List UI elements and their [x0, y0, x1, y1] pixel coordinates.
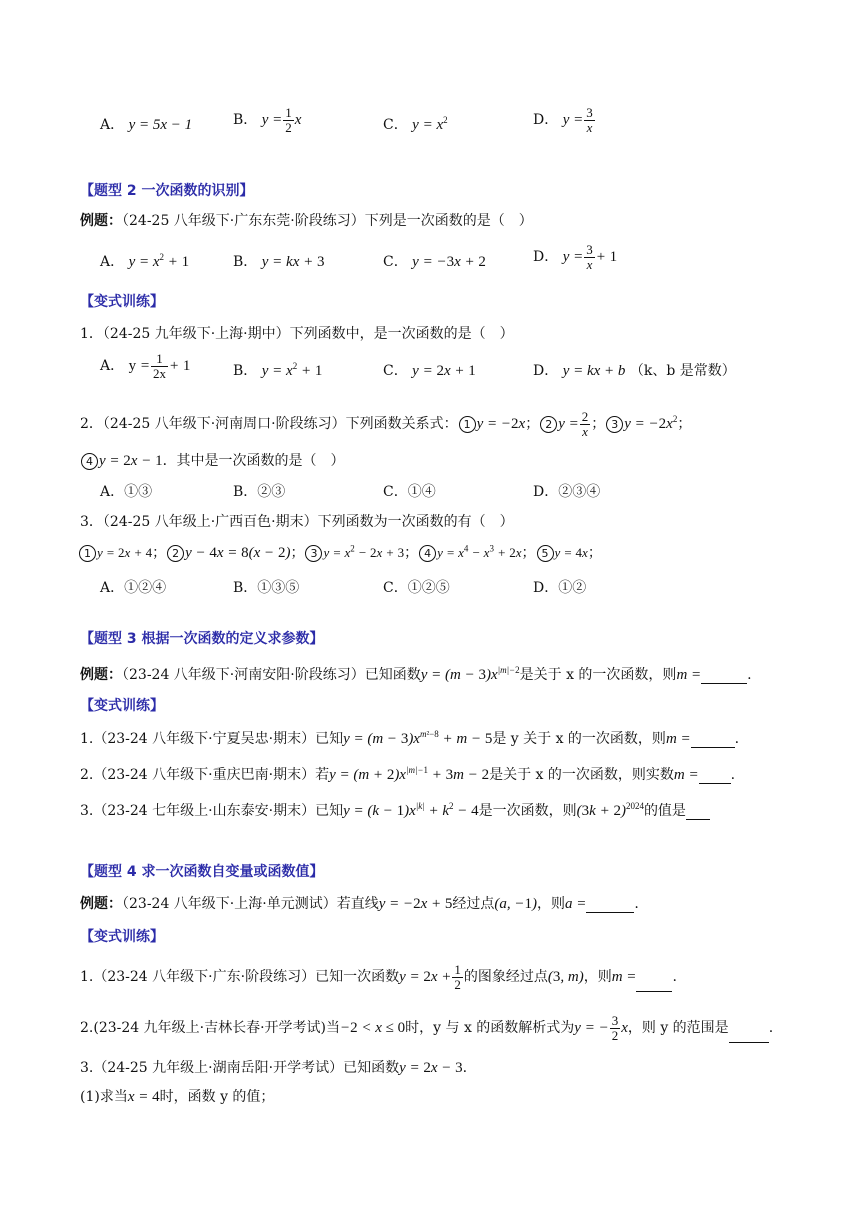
math-expr: m = — [665, 731, 691, 747]
answer-blank — [636, 991, 672, 992]
math-expr: (3, m) — [547, 968, 584, 985]
top-option-a — [100, 114, 192, 134]
example-text: （24-25 八年级下·广东东莞·阶段练习）下列是一次函数的是（ ） — [122, 213, 533, 229]
circle-num-2: 2 — [167, 545, 184, 562]
question-text: 是关于 x 的一次函数，则实数 — [489, 767, 674, 783]
math-expr: y = 5x − 1 — [128, 117, 193, 133]
math-expr: $y = x^2 - 2x + 3$ — [323, 543, 405, 560]
s2-q2-option-b: B．②③ — [233, 484, 286, 500]
example-text: 是关于 x 的一次函数，则 — [519, 667, 677, 683]
math-expr: y = −3x + 2 — [412, 254, 486, 270]
example-label: 例题： — [80, 213, 122, 229]
math-expr: $y = x^2$ — [412, 115, 448, 133]
s2-q2-line1: 2．（24-25 八年级下·河南周口·阶段练习）下列函数关系式： 1 y = −2x； 2 y = $\frac{2}{x}$ ； 3 $y = -2x^2$； — [80, 409, 692, 439]
answer-blank — [691, 747, 735, 748]
answer-blank — [699, 783, 731, 784]
s2-q1: 1．（24-25 九年级下·上海·期中）下列函数中，是一次函数的是（ ） — [80, 326, 514, 342]
s2-q3: 3．（24-25 八年级上·广西百色·期末）下列函数为一次函数的有（ ） — [80, 514, 514, 530]
s4-practice-title: 【变式训练】 — [80, 929, 164, 945]
math-expr: y − 4x = 8(x − 2) — [185, 545, 291, 561]
math-expr: y = −2x — [476, 415, 526, 432]
question-text: 是一次函数，则 — [478, 803, 577, 819]
circle-num-2: 2 — [540, 416, 557, 433]
question-text: ，则 y 的范围是 — [627, 1019, 729, 1036]
s2-ex-option-a — [100, 251, 189, 271]
math-expr: y = 2x + $\frac{1}{2}$ — [399, 962, 461, 992]
s4-q1: 1.（23-24 八年级下·广东·阶段练习）已知一次函数y = 2x + $\frac{1}{2}$ 的图象经过点(3, m)，则m = . — [80, 962, 677, 992]
s3-practice-title: 【变式训练】 — [80, 698, 164, 714]
s2-q1-option-c — [383, 360, 476, 380]
circle-num-4: 4 — [419, 545, 436, 562]
math-expr: m = — [676, 667, 702, 683]
answer-blank — [729, 1042, 769, 1043]
s2-q3-items: 1 y = 2x + 4； 2 y − 4x = 8(x − 2)； 3 $y = x^2 - 2x + 3$； 4 $y = x^4 - x^3 + 2x$； 5 y = 4x； — [78, 542, 602, 562]
answer-blank — [686, 819, 710, 820]
example-label: 例题： — [80, 667, 122, 683]
s2-q2-option-a: A．①③ — [100, 484, 153, 500]
s2-ex-option-b — [233, 251, 324, 271]
option-label: A． — [100, 357, 125, 374]
math-expr: y = 4x — [554, 545, 588, 560]
s2-q2-option-d: D．②③④ — [533, 484, 601, 500]
s2-q1-option-a — [100, 352, 190, 381]
circle-num-1: 1 — [79, 545, 96, 562]
question-text: (1)求当 — [80, 1089, 128, 1105]
question-text: 3.（24-25 九年级上·湖南岳阳·开学考试）已知函数 — [80, 1060, 400, 1076]
math-expr: y = $\frac{3}{x}$ + 1 — [562, 242, 618, 272]
top-option-d — [533, 106, 596, 135]
s2-q3-option-c: C．①②⑤ — [383, 580, 450, 596]
math-expr: y = $\frac{3}{x}$ — [562, 105, 593, 135]
circle-num-5: 5 — [537, 545, 554, 562]
math-expr: y = kx + 3 — [261, 254, 325, 270]
s2-ex-option-d — [533, 243, 617, 272]
s3-q3 — [80, 800, 710, 820]
question-text: 3.（23-24 七年级上·山东泰安·期末）已知 — [80, 803, 344, 819]
top-option-b — [233, 106, 301, 135]
answer-blank — [586, 912, 634, 913]
option-label: B． — [233, 254, 258, 270]
question-text: 的图象经过点 — [463, 968, 548, 985]
s2-q1-option-d — [533, 360, 736, 380]
math-expr: y = $\frac{1}{2}$ x — [261, 105, 302, 135]
circle-num-4: 4 — [81, 453, 98, 470]
question-text: 1.（23-24 八年级下·广东·阶段练习）已知一次函数 — [80, 968, 400, 985]
math-expr: $y = (m + 2)x^{|m|-1} + 3m - 2$ — [329, 765, 490, 783]
question-text: 的值是 — [643, 803, 686, 819]
question-text: 2.（23-24 八年级下·重庆巴南·期末）若 — [80, 767, 330, 783]
s3-q2: 2.（23-24 八年级下·重庆巴南·期末）若$y = (m + 2)x^{|m|-1} + 3m - 2$是关于 x 的一次函数，则实数m = . — [80, 765, 736, 783]
s2-q3-option-d: D．①② — [533, 580, 587, 596]
question-text: 是 y 关于 x 的一次函数，则 — [492, 731, 666, 747]
math-expr: m = — [673, 767, 699, 783]
question-text: ，则 — [583, 968, 612, 985]
option-label: A． — [100, 117, 125, 133]
example-text: ，则 — [537, 896, 566, 912]
s2-q2-option-c: C．①④ — [383, 484, 436, 500]
math-expr: y = 2x + 1 — [412, 363, 476, 379]
question-text: 时，函数 y 的值； — [159, 1089, 275, 1105]
math-expr: y = 2x − 3 — [399, 1060, 463, 1076]
math-expr: y = kx + b — [562, 363, 626, 379]
math-expr: x = 4 — [127, 1089, 160, 1105]
math-expr: $y = x^4 - x^3 + 2x$ — [437, 543, 522, 560]
question-text: 时，y 与 x 的函数解析式为 — [405, 1019, 575, 1036]
note: （k、b 是常数） — [629, 363, 736, 379]
math-expr: $y = (m - 3)x^{m^2-8} + m - 5$ — [343, 729, 493, 747]
circle-num-1: 1 — [459, 416, 476, 433]
circle-num-3: 3 — [606, 416, 623, 433]
section4-example: 例题：（23-24 八年级下·上海·单元测试）若直线y = −2x + 5经过点(a, −1)，则a = . — [80, 896, 639, 912]
section3-example: 例题：（23-24 八年级下·河南安阳·阶段练习）已知函数$y = (m - 3)x^{|m|-2}$是关于 x 的一次函数，则m = . — [80, 665, 752, 683]
answer-blank — [701, 683, 747, 684]
math-expr: (a, −1) — [494, 896, 538, 912]
math-expr: $y = (m - 3)x^{|m|-2}$ — [420, 665, 520, 683]
s4-q3-sub1 — [80, 1086, 274, 1106]
math-expr: $(3k + 2)^{2024}$ — [576, 801, 644, 819]
section2-example — [80, 210, 533, 230]
example-text: （23-24 八年级下·上海·单元测试）若直线 — [122, 896, 379, 912]
s2-q1-option-b — [233, 360, 322, 380]
section2-title: 【题型 2 一次函数的识别】 — [80, 183, 254, 199]
section4-title: 【题型 4 求一次函数自变量或函数值】 — [80, 864, 324, 880]
math-expr: y = −2x + 5 — [378, 896, 453, 912]
option-label: A． — [100, 254, 125, 270]
question-text: 1.（23-24 八年级下·宁夏吴忠·期末）已知 — [80, 731, 344, 747]
math-expr: −2 < x ≤ 0 — [340, 1019, 406, 1036]
s2-q3-option-a: A．①②④ — [100, 580, 167, 596]
s3-q1: 1.（23-24 八年级下·宁夏吴忠·期末）已知$y = (m - 3)x^{m^2-8} + m - 5$是 y 关于 x 的一次函数，则m = . — [80, 729, 740, 747]
math-expr: y = $\frac{1}{2x}$ + 1 — [128, 351, 191, 381]
math-expr: a = — [565, 896, 587, 912]
option-label: B． — [233, 111, 258, 128]
example-text: 经过点 — [452, 896, 495, 912]
option-label: B． — [233, 363, 258, 379]
s2-practice-title: 【变式训练】 — [80, 294, 164, 310]
s2-q3-option-b: B．①③⑤ — [233, 580, 300, 596]
question-text: 2．（24-25 八年级下·河南周口·阶段练习）下列函数关系式： — [80, 415, 458, 432]
option-label: C． — [383, 363, 408, 379]
math-expr: $y = x^2 + 1$ — [261, 361, 323, 379]
math-expr: y = 2x − 1 — [99, 453, 163, 469]
example-text: （23-24 八年级下·河南安阳·阶段练习）已知函数 — [122, 667, 421, 683]
math-expr: y = 2x + 4 — [97, 545, 153, 560]
question-text: ．其中是一次函数的是（ ） — [162, 453, 345, 469]
top-option-c — [383, 114, 448, 134]
math-expr: $y = (k - 1)x^{|k|} + k^2 - 4$ — [343, 801, 479, 819]
s4-q3: 3.（24-25 九年级上·湖南岳阳·开学考试）已知函数y = 2x − 3. — [80, 1060, 468, 1076]
section3-title: 【题型 3 根据一次函数的定义求参数】 — [80, 631, 324, 647]
s2-ex-option-c — [383, 251, 486, 271]
option-label: C． — [383, 254, 408, 270]
question-text: 2.(23-24 九年级上·吉林长春·开学考试)当 — [80, 1019, 340, 1036]
math-expr: $y = -2x^2$ — [624, 413, 678, 432]
circle-num-3: 3 — [305, 545, 322, 562]
math-expr: y = $\frac{2}{x}$ — [558, 409, 589, 439]
s4-q2: 2.(23-24 九年级上·吉林长春·开学考试)当−2 < x ≤ 0时，y 与 x 的函数解析式为y = − $\frac{3}{2}$ x，则 y 的范围是 . — [80, 1013, 774, 1043]
option-label: D． — [533, 363, 559, 379]
math-expr: $y = x^2 + 1$ — [128, 252, 190, 270]
example-label: 例题： — [80, 896, 122, 912]
s2-q2-line2 — [80, 450, 345, 470]
option-label: D． — [533, 248, 559, 265]
option-label: D． — [533, 111, 559, 128]
option-label: C． — [383, 117, 408, 133]
math-expr: m = — [611, 968, 637, 985]
math-expr: y = − $\frac{3}{2}$ x — [574, 1013, 628, 1043]
